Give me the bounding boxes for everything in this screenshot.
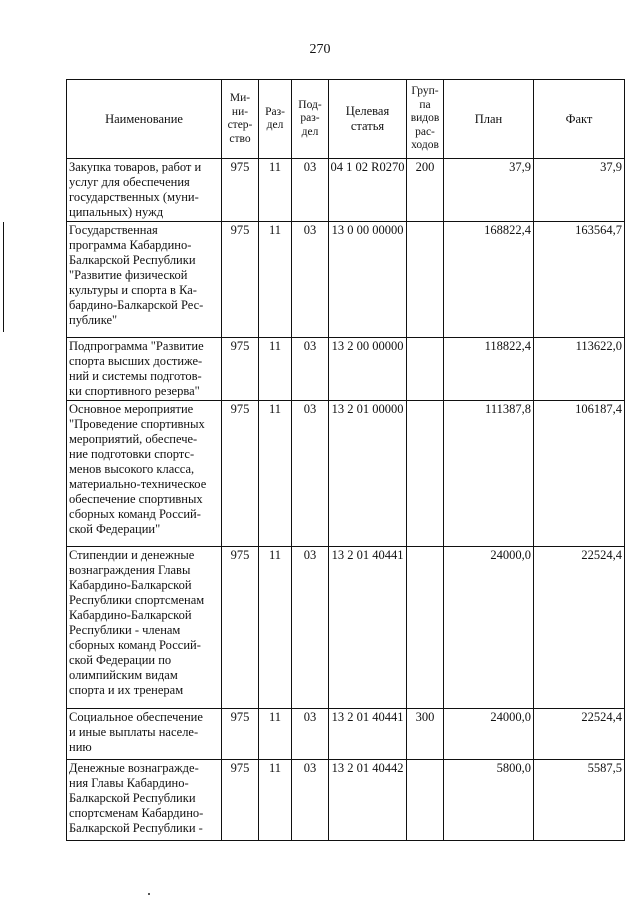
- page-number: 270: [309, 42, 331, 57]
- row-subsection: 03: [292, 338, 329, 401]
- row-name: Стипендии и денежные вознаграждения Главы Кабардино-Балкарской Республики спортсменам Кабардино-Балкарской Республики - членам сборных команд Россий- ской Федерации по олимпийским видам спорта и их тренерам: [67, 547, 222, 709]
- row-target: 13 2 01 40441: [329, 547, 407, 709]
- row-ministry: 975: [222, 222, 259, 338]
- col-header-expense-group: Груп- па видов рас- ходов: [407, 80, 444, 159]
- row-plan: 24000,0: [444, 709, 534, 760]
- table-header-row: [67, 80, 625, 159]
- table-row: [67, 401, 625, 547]
- row-expense-group: 200: [407, 159, 444, 222]
- row-expense-group: [407, 547, 444, 709]
- row-section: 11: [259, 709, 292, 760]
- row-plan: 24000,0: [444, 547, 534, 709]
- row-section: 11: [259, 338, 292, 401]
- table-row: [67, 547, 625, 709]
- row-ministry: 975: [222, 338, 259, 401]
- row-subsection: 03: [292, 401, 329, 547]
- row-expense-group: [407, 401, 444, 547]
- row-section: 11: [259, 159, 292, 222]
- row-plan: 37,9: [444, 159, 534, 222]
- row-target: 13 0 00 00000: [329, 222, 407, 338]
- row-name: Денежные вознагражде- ния Главы Кабардино- Балкарской Республики спортсменам Кабардино- Балкарской Республики -: [67, 760, 222, 841]
- margin-mark: [3, 222, 4, 332]
- budget-table: [66, 79, 625, 841]
- col-header-subsection: Под- раз- дел: [292, 80, 329, 159]
- row-subsection: 03: [292, 709, 329, 760]
- row-target: 13 2 01 00000: [329, 401, 407, 547]
- col-header-fact: Факт: [534, 80, 625, 159]
- col-header-name: Наименование: [67, 80, 222, 159]
- row-plan: 111387,8: [444, 401, 534, 547]
- scan-speck: [148, 893, 150, 895]
- row-expense-group: [407, 222, 444, 338]
- row-ministry: 975: [222, 709, 259, 760]
- row-target: 13 2 01 40442: [329, 760, 407, 841]
- table-row: [67, 760, 625, 841]
- row-subsection: 03: [292, 760, 329, 841]
- row-section: 11: [259, 401, 292, 547]
- table-row: [67, 338, 625, 401]
- row-subsection: 03: [292, 547, 329, 709]
- row-name: Подпрограмма "Развитие спорта высших достиже- ний и системы подготов- ки спортивного резерва": [67, 338, 222, 401]
- row-subsection: 03: [292, 159, 329, 222]
- col-header-plan: План: [444, 80, 534, 159]
- row-plan: 5800,0: [444, 760, 534, 841]
- row-ministry: 975: [222, 760, 259, 841]
- row-fact: 5587,5: [534, 760, 625, 841]
- row-subsection: 03: [292, 222, 329, 338]
- col-header-section: Раз- дел: [259, 80, 292, 159]
- row-name: Государственная программа Кабардино- Балкарской Республики "Развитие физической культуры и спорта в Ка- бардино-Балкарской Рес- публике": [67, 222, 222, 338]
- row-expense-group: 300: [407, 709, 444, 760]
- col-header-target: Целевая статья: [329, 80, 407, 159]
- row-expense-group: [407, 338, 444, 401]
- row-plan: 118822,4: [444, 338, 534, 401]
- row-plan: 168822,4: [444, 222, 534, 338]
- row-name: Социальное обеспечение и иные выплаты населе- нию: [67, 709, 222, 760]
- row-fact: 22524,4: [534, 547, 625, 709]
- row-fact: 106187,4: [534, 401, 625, 547]
- row-ministry: 975: [222, 547, 259, 709]
- row-section: 11: [259, 222, 292, 338]
- table-row: [67, 709, 625, 760]
- row-ministry: 975: [222, 401, 259, 547]
- col-header-ministry: Ми- ни- стер- ство: [222, 80, 259, 159]
- row-ministry: 975: [222, 159, 259, 222]
- row-expense-group: [407, 760, 444, 841]
- row-name: Основное мероприятие "Проведение спортивных мероприятий, обеспече- ние подготовки спортс- менов высокого класса, материально-техническое обеспечение спортивных сборных команд Россий- ской Федерации": [67, 401, 222, 547]
- row-target: 13 2 01 40441: [329, 709, 407, 760]
- table-row: [67, 222, 625, 338]
- row-section: 11: [259, 760, 292, 841]
- row-fact: 163564,7: [534, 222, 625, 338]
- row-fact: 113622,0: [534, 338, 625, 401]
- table-row: [67, 159, 625, 222]
- row-target: 04 1 02 R0270: [329, 159, 407, 222]
- row-fact: 22524,4: [534, 709, 625, 760]
- row-target: 13 2 00 00000: [329, 338, 407, 401]
- row-section: 11: [259, 547, 292, 709]
- row-fact: 37,9: [534, 159, 625, 222]
- row-name: Закупка товаров, работ и услуг для обеспечения государственных (муни- ципальных) нужд: [67, 159, 222, 222]
